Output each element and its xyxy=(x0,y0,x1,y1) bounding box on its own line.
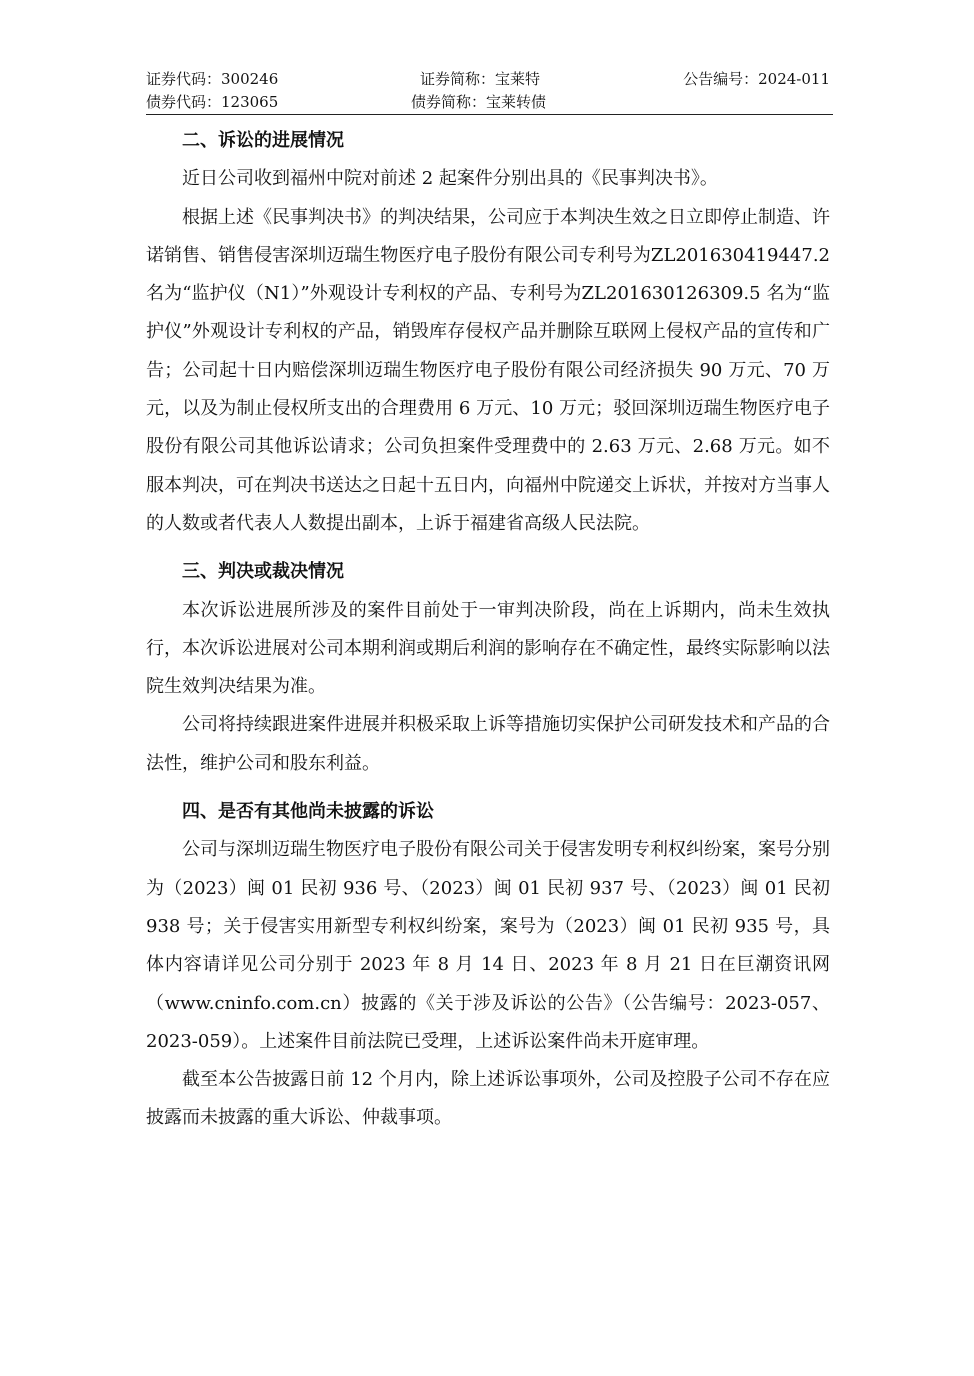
bond-name: 债券简称：宝莱转债 xyxy=(411,93,547,111)
paragraph: 近日公司收到福州中院对前述 2 起案件分别出具的《民事判决书》。 xyxy=(182,168,718,190)
section-heading: 四、是否有其他尚未披露的诉讼 xyxy=(182,801,434,823)
section-judgment-status xyxy=(146,553,830,783)
paragraph: 根据上述《民事判决书》的判决结果，公司应于本判决生效之日立即停止制造、许诺销售、销售侵害深圳迈瑞生物医疗电子股份有限公司专利号为ZL201630419447.2 名为“监护仪（N1）”外观设计专利权的产品、专利号为ZL201630126309.5 名为“监护仪”外观设计专利权的产品，销毁库存侵权产品并删除互联网上侵权产品的宣传和广告；公司起十日内赔偿深圳迈瑞生物医疗电子股份有限公司经济损失 90 万元、70 万元，以及为制止侵权所支出的合理费用 6 万元、10 万元；驳回深圳迈瑞生物医疗电子股份有限公司其他诉讼请求；公司负担案件受理费中的 2.63 万元、2.68 万元。如不服本判决，可在判决书送达之日起十五日内，向福州中院递交上诉状，并按对方当事人的人数或者代表人人数提出副本，上诉于福建省高级人民法院。 xyxy=(146,206,830,534)
paragraph: 公司与深圳迈瑞生物医疗电子股份有限公司关于侵害发明专利权纠纷案，案号分别为（2023）闽 01 民初 936 号、（2023）闽 01 民初 937 号、（2023）闽 01 民初 938 号；关于侵害实用新型专利权纠纷案，案号为（2023）闽 01 民初 935 号，具体内容请详见公司分别于 2023 年 8 月 14 日、2023 年 8 月 21 日在巨潮资讯网（www.cninfo.com.cn）披露的《关于涉及诉讼的公告》（公告编号：2023-057、2023-059）。上述案件目前法院已受理，上述诉讼案件尚未开庭审理。 xyxy=(146,839,830,1052)
section-heading: 二、诉讼的进展情况 xyxy=(182,130,344,151)
stock-name: 证券简称：宝莱特 xyxy=(420,70,541,88)
paragraph: 截至本公告披露日前 12 个月内，除上述诉讼事项外，公司及控股子公司不存在应披露而未披露的重大诉讼、仲裁事项。 xyxy=(146,1069,830,1129)
bond-code: 债券代码：123065 xyxy=(146,93,279,111)
document-body xyxy=(146,122,830,1138)
section-other-litigation xyxy=(146,793,830,1138)
announcement-number: 公告编号：2024-011 xyxy=(683,70,830,88)
paragraph: 公司将持续跟进案件进展并积极采取上诉等措施切实保护公司研发技术和产品的合法性，维护公司和股东利益。 xyxy=(146,714,830,774)
section-litigation-progress xyxy=(146,122,830,543)
paragraph: 本次诉讼进展所涉及的案件目前处于一审判决阶段，尚在上诉期内，尚未生效执行，本次诉讼进展对公司本期利润或期后利润的影响存在不确定性，最终实际影响以法院生效判决结果为准。 xyxy=(146,599,830,698)
section-heading: 三、判决或裁决情况 xyxy=(182,561,344,583)
header-divider xyxy=(146,114,833,115)
stock-code: 证券代码：300246 xyxy=(146,70,279,88)
